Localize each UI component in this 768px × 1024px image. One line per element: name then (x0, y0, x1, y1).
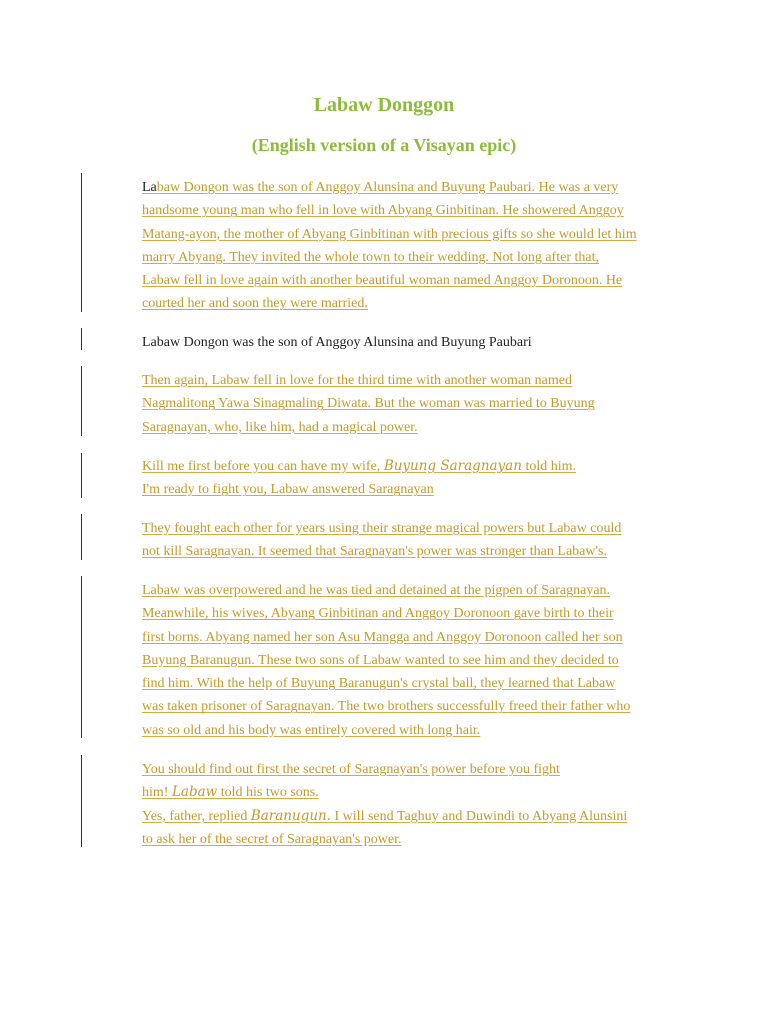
document-title: Labaw Donggon (313, 94, 455, 116)
italic-name: Baranugun. (250, 807, 332, 824)
paragraph-line: I'm ready to fight you, Labaw answered Saragnayan (142, 482, 434, 498)
paragraph-line: to ask her of the secret of Saragnayan's power. (142, 831, 402, 847)
change-bar-6 (81, 576, 82, 738)
text-run: told his two sons. (217, 785, 319, 801)
text-run: told him. (521, 459, 576, 474)
paragraph-line: first borns. Abyang named her son Asu Mangga and Anggoy Doronoon called her son (142, 629, 623, 645)
change-bar-2 (81, 328, 82, 350)
paragraph-line: handsome young man who fell in love with Abyang Ginbitinan. He showered Anggoy (142, 203, 624, 219)
paragraph-line (142, 781, 682, 804)
paragraph-line: Nagmalitong Yawa Sinagmaling Diwata. But the woman was married to Buyung (142, 396, 595, 412)
paragraph-line: Matang-ayon, the mother of Abyang Ginbitinan with precious gifts so she would let him (142, 226, 637, 242)
paragraph-line: was taken prisoner of Saragnayan. The two brothers successfully freed their father who (142, 699, 631, 715)
paragraph-line (142, 455, 682, 478)
paragraph-line: Saragnayan, who, like him, had a magical power. (142, 419, 418, 435)
italic-name: Labaw (171, 784, 218, 801)
text-run: him! (142, 785, 172, 801)
paragraph-line (142, 176, 682, 199)
paragraph-line: was so old and his body was entirely covered with long hair. (142, 722, 481, 738)
paragraph-line: They fought each other for years using their strange magical powers but Labaw could (142, 521, 622, 536)
paragraph-3 (142, 369, 682, 439)
change-bar-4 (81, 453, 82, 498)
change-bar-7 (81, 755, 82, 847)
paragraph-line: Then again, Labaw fell in love for the third time with another woman named (142, 373, 572, 388)
paragraph-line: find him. With the help of Buyung Baranugun's crystal ball, they learned that Labaw (142, 676, 616, 692)
paragraph-line: You should find out first the secret of Saragnayan's power before you fight (142, 762, 560, 777)
paragraph-line (142, 805, 682, 828)
change-bar-5 (81, 514, 82, 560)
paragraph-line: Labaw was overpowered and he was tied and detained at the pigpen of Saragnayan. (142, 583, 611, 598)
unmarked-text: La (142, 180, 157, 195)
change-bar-1 (81, 173, 82, 312)
document-subtitle: (English version of a Visayan epic) (251, 135, 517, 155)
paragraph-line: not kill Saragnayan. It seemed that Saragnayan's power was stronger than Labaw's. (142, 544, 607, 560)
paragraph-7 (142, 758, 682, 851)
paragraph-line: courted her and soon they were married. (142, 296, 368, 312)
paragraph-line: Buyung Baranugun. These two sons of Labaw wanted to see him and they decided to (142, 652, 619, 668)
text-run: Kill me first before you can have my wife, (142, 459, 384, 474)
paragraph-6 (142, 579, 682, 742)
paragraph-2 (142, 331, 682, 354)
paragraph-line: Meanwhile, his wives, Abyang Ginbitinan and Anggoy Doronoon gave birth to their (142, 606, 614, 622)
text-run: Yes, father, replied (142, 808, 251, 824)
paragraph-4 (142, 455, 682, 502)
paragraph-5 (142, 517, 682, 564)
italic-name: Buyung Saragnayan (383, 458, 522, 474)
paragraph-line: marry Abyang. They invited the whole town to their wedding. Not long after that, (142, 249, 599, 265)
paragraph-line: Labaw Dongon was the son of Anggoy Alunsina and Buyung Paubari (142, 335, 532, 350)
paragraph-line: Labaw fell in love again with another beautiful woman named Anggoy Doronoon. He (142, 273, 623, 289)
paragraph-1 (142, 176, 682, 316)
change-bar-3 (81, 366, 82, 436)
inserted-text: baw Dongon was the son of Anggoy Alunsina and Buyung Paubari. He was a very (156, 180, 619, 195)
text-run: I will send Taghuy and Duwindi to Abyang Alunsini (331, 808, 628, 824)
